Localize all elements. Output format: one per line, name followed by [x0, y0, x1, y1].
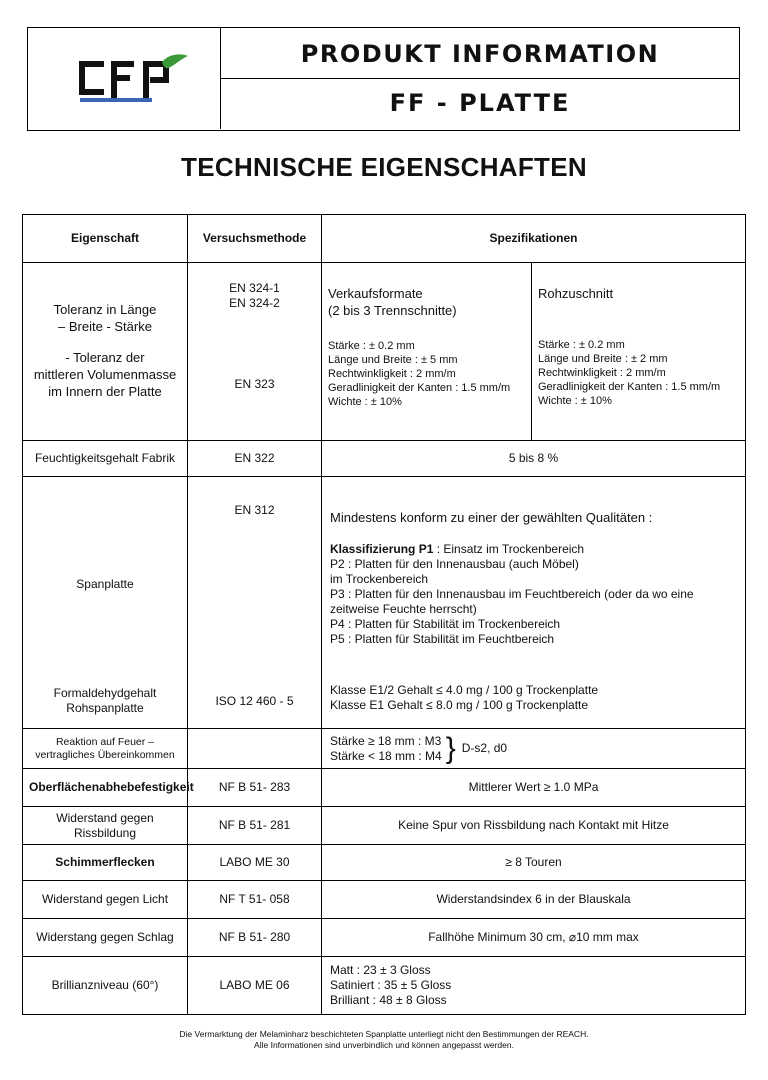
fire-brace-group	[330, 731, 739, 765]
property-chipboard	[23, 477, 188, 729]
spec-crack: Keine Spur von Rissbildung nach Kontakt mit Hitze	[322, 807, 746, 845]
spec-impact: Fallhöhe Minimum 30 cm, ⌀10 mm max	[322, 919, 746, 957]
property-tolerance-a: Toleranz in Länge – Breite - Stärke	[53, 302, 157, 334]
footer-line: Alle Informationen sind unverbindlich und können angepasst werden.	[254, 1040, 514, 1050]
footer-line: Die Vermarktung der Melaminharz beschichteten Spanplatte unterliegt nicht den Bestimmungen der REACH.	[179, 1029, 589, 1039]
property-crack: Widerstand gegen Rissbildung	[23, 807, 188, 845]
method-tolerance-b: EN 323	[234, 377, 275, 391]
header-specs: Spezifikationen	[322, 215, 746, 263]
p1-text: : Einsatz im Trockenbereich	[433, 542, 585, 556]
chipboard-line: P4 : Platten für Stabilität im Trockenbereich	[330, 617, 561, 631]
method-tolerance	[188, 263, 322, 441]
table-header-row	[23, 215, 746, 263]
spec-surface: Mittlerer Wert ≥ 1.0 MPa	[322, 769, 746, 807]
chipboard-line: im Trockenbereich	[330, 572, 429, 586]
chipboard-line: P5 : Platten für Stabilität im Feuchtbereich	[330, 632, 555, 646]
spec-chipboard	[322, 477, 746, 729]
property-tolerance	[23, 263, 188, 441]
sale-formats-lines	[328, 339, 525, 409]
table-row-tolerance	[23, 263, 746, 441]
table-row-impact	[23, 919, 746, 957]
method-surface: NF B 51- 283	[188, 769, 322, 807]
method-fire	[188, 729, 322, 769]
gloss-line: Matt : 23 ± 3 Gloss	[330, 963, 431, 977]
raw-cut-title: Rohzuschnitt	[538, 286, 614, 301]
header-subtitle: FF - PLATTE	[389, 89, 571, 117]
property-gloss: Brillianzniveau (60°)	[23, 957, 188, 1015]
chipboard-line: P2 : Platten für den Innenausbau (auch Möbel)	[330, 557, 579, 571]
method-moisture: EN 322	[188, 441, 322, 477]
property-chipboard-label: Spanplatte	[76, 577, 134, 591]
formaldehyde-line: Klasse E1/2 Gehalt ≤ 4.0 mg / 100 g Trockenplatte	[330, 683, 599, 697]
sale-line: Wichte : ± 10%	[328, 396, 402, 408]
gloss-line: Satiniert : 35 ± 5 Gloss	[330, 978, 452, 992]
property-moisture: Feuchtigkeitsgehalt Fabrik	[23, 441, 188, 477]
header-method: Versuchsmethode	[188, 215, 322, 263]
spec-light: Widerstandsindex 6 in der Blauskala	[322, 881, 746, 919]
table-row-fire	[23, 729, 746, 769]
spec-raw-cut	[532, 263, 746, 441]
method-crack: NF B 51- 281	[188, 807, 322, 845]
property-surface: Oberflächenabhebefestigkeit	[23, 769, 188, 807]
raw-line: Geradlinigkeit der Kanten : 1.5 mm/m	[538, 381, 721, 393]
table-row-crack	[23, 807, 746, 845]
table-row-surface	[23, 769, 746, 807]
property-impact: Widerstang gegen Schlag	[23, 919, 188, 957]
property-mould: Schimmerflecken	[23, 845, 188, 881]
property-light: Widerstand gegen Licht	[23, 881, 188, 919]
logo-cell	[28, 28, 221, 129]
fire-lines	[330, 734, 442, 764]
sale-line: Rechtwinkligkeit : 2 mm/m	[328, 368, 456, 380]
fire-line: Stärke ≥ 18 mm : M3	[330, 733, 442, 748]
spec-sale-formats	[322, 263, 532, 441]
raw-cut-lines	[538, 338, 739, 408]
curly-brace-icon: }	[445, 731, 456, 765]
property-formaldehyde: Formaldehydgehalt Rohspanplatte	[53, 686, 157, 715]
table-row-gloss	[23, 957, 746, 1015]
chipboard-line: zeitweise Feuchte herrscht)	[330, 602, 477, 616]
spec-moisture: 5 bis 8 %	[322, 441, 746, 477]
fire-line: Stärke < 18 mm : M4	[330, 748, 442, 763]
method-light: NF T 51- 058	[188, 881, 322, 919]
table-row-chipboard	[23, 477, 746, 729]
header-box	[27, 27, 740, 131]
page-title: TECHNISCHE EIGENSCHAFTEN	[181, 152, 587, 182]
method-formaldehyde: ISO 12 460 - 5	[215, 694, 294, 708]
sale-line: Länge und Breite : ± 5 mm	[328, 354, 458, 366]
raw-line: Länge und Breite : ± 2 mm	[538, 353, 668, 365]
method-mould: LABO ME 30	[188, 845, 322, 881]
raw-line: Stärke : ± 0.2 mm	[538, 339, 625, 351]
table-row-moisture	[23, 441, 746, 477]
header-property: Eigenschaft	[23, 215, 188, 263]
gloss-line: Brilliant : 48 ± 8 Gloss	[330, 993, 447, 1007]
chipboard-spec-title: Mindestens konform zu einer der gewählten Qualitäten :	[330, 510, 653, 525]
footer	[0, 1029, 768, 1051]
sale-line: Geradlinigkeit der Kanten : 1.5 mm/m	[328, 382, 511, 394]
raw-line: Wichte : ± 10%	[538, 395, 612, 407]
property-tolerance-b: - Toleranz der mittleren Volumenmasse im Innern der Platte	[33, 350, 177, 399]
spec-fire	[322, 729, 746, 769]
table-row-mould	[23, 845, 746, 881]
spec-gloss	[322, 957, 746, 1015]
raw-line: Rechtwinkligkeit : 2 mm/m	[538, 367, 666, 379]
sale-line: Stärke : ± 0.2 mm	[328, 340, 415, 352]
formaldehyde-line: Klasse E1 Gehalt ≤ 8.0 mg / 100 g Trockenplatte	[330, 698, 589, 712]
method-impact: NF B 51- 280	[188, 919, 322, 957]
chipboard-line: P3 : Platten für den Innenausbau im Feuchtbereich (oder da wo eine	[330, 587, 694, 601]
header-title: PRODUKT INFORMATION	[221, 28, 739, 79]
sale-formats-title: Verkaufsformate (2 bis 3 Trennschnitte)	[328, 286, 457, 318]
method-tolerance-a: EN 324-1 EN 324-2	[229, 281, 280, 310]
spec-mould: ≥ 8 Touren	[322, 845, 746, 881]
spec-table	[22, 214, 746, 1015]
cfp-leaf-logo-icon	[78, 54, 196, 106]
method-chipboard	[188, 477, 322, 729]
table-row-light	[23, 881, 746, 919]
fire-result: D-s2, d0	[461, 741, 508, 755]
chipboard-p1	[330, 542, 739, 557]
property-fire: Reaktion auf Feuer – vertragliches Übereinkommen	[23, 729, 188, 769]
method-chipboard-label: EN 312	[234, 503, 275, 517]
method-gloss: LABO ME 06	[188, 957, 322, 1015]
p1-label: Klassifizierung P1	[330, 542, 434, 556]
